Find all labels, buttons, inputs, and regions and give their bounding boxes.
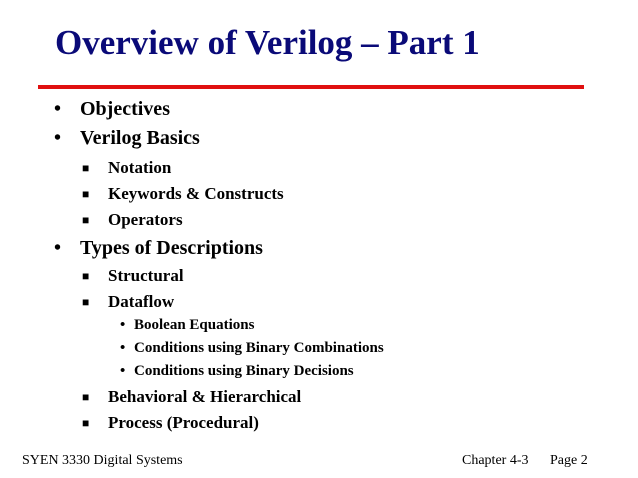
bullet-label: Objectives: [80, 98, 170, 120]
square-bullet-icon: ■: [82, 269, 90, 283]
bullet-verilog-basics: [54, 127, 200, 149]
sub-bullet-keywords: [82, 184, 284, 203]
bullet-label: Notation: [108, 158, 172, 177]
sub-sub-bullet-boolean-equations: [120, 317, 255, 333]
bullet-label: Behavioral & Hierarchical: [108, 387, 302, 406]
square-bullet-icon: ■: [82, 213, 90, 227]
square-bullet-icon: ■: [82, 390, 90, 404]
bullet-dot-icon: •: [120, 340, 126, 356]
square-bullet-icon: ■: [82, 161, 90, 175]
title-underline-rule: [38, 85, 584, 89]
bullet-types-of-descriptions: [54, 237, 263, 259]
bullet-label: Operators: [108, 210, 183, 229]
sub-bullet-process: [82, 413, 259, 432]
footer-page-number: Page 2: [550, 453, 588, 468]
footer-chapter: Chapter 4-3: [462, 453, 529, 468]
bullet-label: Keywords & Constructs: [108, 184, 284, 203]
sub-bullet-structural: [82, 266, 184, 285]
footer-course: SYEN 3330 Digital Systems: [22, 453, 183, 468]
sub-bullet-dataflow: [82, 292, 175, 311]
bullet-objectives: [54, 98, 170, 120]
bullet-dot-icon: •: [120, 363, 126, 379]
bullet-label: Conditions using Binary Decisions: [134, 363, 354, 379]
sub-sub-bullet-binary-combinations: [120, 340, 384, 356]
slide-title: Overview of Verilog – Part 1: [55, 23, 480, 62]
bullet-label: Boolean Equations: [134, 317, 255, 333]
square-bullet-icon: ■: [82, 187, 90, 201]
bullet-dot-icon: •: [120, 317, 126, 333]
bullet-label: Types of Descriptions: [80, 237, 263, 259]
sub-bullet-behavioral: [82, 387, 302, 406]
sub-sub-bullet-binary-decisions: [120, 363, 354, 379]
bullet-dot-icon: •: [54, 237, 62, 259]
bullet-label: Verilog Basics: [80, 127, 200, 149]
sub-bullet-operators: [82, 210, 183, 229]
bullet-dot-icon: •: [54, 98, 62, 120]
sub-bullet-notation: [82, 158, 172, 177]
square-bullet-icon: ■: [82, 295, 90, 309]
bullet-label: Process (Procedural): [108, 413, 259, 432]
bullet-label: Conditions using Binary Combinations: [134, 340, 384, 356]
bullet-dot-icon: •: [54, 127, 62, 149]
bullet-label: Structural: [108, 266, 184, 285]
bullet-label: Dataflow: [108, 292, 175, 311]
square-bullet-icon: ■: [82, 416, 90, 430]
